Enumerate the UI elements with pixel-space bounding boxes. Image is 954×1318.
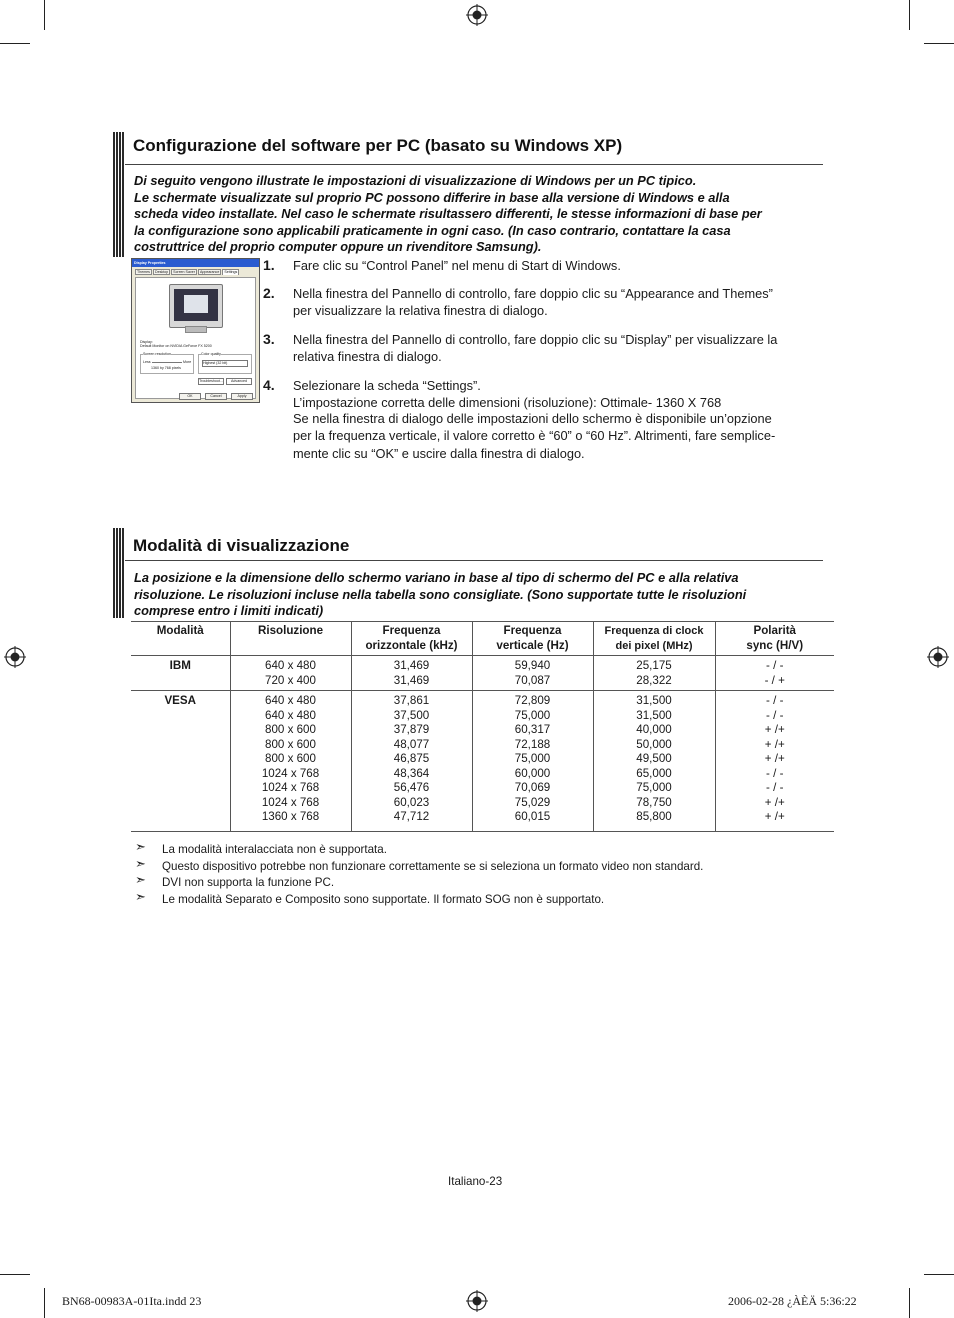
file-slug: BN68-00983A-01Ita.indd 23 bbox=[62, 1294, 202, 1308]
cell-value: 60,015 bbox=[514, 810, 551, 823]
cell-value: - / - bbox=[766, 659, 784, 672]
ok-button[interactable]: OK bbox=[179, 393, 201, 400]
crop-mark bbox=[924, 1274, 954, 1275]
cell-value: 48,077 bbox=[393, 737, 430, 751]
crop-mark bbox=[924, 43, 954, 44]
cell-value: + /+ bbox=[764, 810, 785, 823]
resolution-group bbox=[140, 354, 194, 374]
table-row bbox=[131, 691, 834, 832]
dialog-tab: Screen Saver bbox=[173, 270, 195, 274]
arrow-icon: ➣ bbox=[135, 889, 146, 905]
cell-value: 800 x 600 bbox=[265, 752, 316, 765]
less-label: Less bbox=[143, 360, 151, 364]
cell-value: 70,087 bbox=[514, 673, 551, 687]
section-rule bbox=[125, 560, 823, 561]
cell-value: 50,000 bbox=[636, 737, 672, 751]
more-label: More bbox=[183, 360, 192, 364]
advanced-button[interactable]: Advanced bbox=[226, 378, 252, 385]
intro-line: La posizione e la dimensione dello schermo variano in base al tipo di schermo del PC e alla relativa bbox=[134, 570, 739, 585]
monitor-stand bbox=[185, 326, 207, 333]
cell-value: + /+ bbox=[764, 752, 785, 765]
cell-value: 1024 x 768 bbox=[261, 795, 320, 809]
note-item: ➣ La modalità interalacciata non è supportata. bbox=[135, 839, 387, 856]
step-line: Selezionare la scheda “Settings”. bbox=[293, 378, 481, 393]
vfreq-cell bbox=[472, 691, 593, 832]
step-line: Se nella finestra di dialogo delle impostazioni dello schermo è disponibile un’opzione bbox=[293, 411, 772, 426]
cell-value: 800 x 600 bbox=[265, 737, 316, 751]
dialog-tab: Appearance bbox=[199, 270, 220, 274]
step-line: Nella finestra del Pannello di controllo, fare doppio clic su “Appearance and Themes” bbox=[293, 286, 773, 301]
step-number: 1. bbox=[263, 257, 275, 273]
step-line: relativa finestra di dialogo. bbox=[293, 348, 442, 364]
dialog-title: Display Properties bbox=[132, 259, 259, 267]
dialog-tabs bbox=[132, 267, 259, 275]
mode-cell: VESA bbox=[164, 694, 197, 707]
step-number: 2. bbox=[263, 285, 275, 301]
cell-value: 31,500 bbox=[636, 708, 672, 722]
cell-value: 65,000 bbox=[636, 766, 672, 780]
cell-value: - / - bbox=[766, 708, 784, 722]
cell-value: 640 x 480 bbox=[265, 659, 316, 672]
section-rule bbox=[125, 164, 823, 165]
mode-cell: IBM bbox=[169, 659, 191, 672]
quality-group bbox=[198, 354, 252, 374]
resolution-cell bbox=[230, 691, 351, 832]
step-line: L’impostazione corretta delle dimensioni (risoluzione): Ottimale- 1360 X 768 bbox=[293, 394, 722, 410]
cell-value: 28,322 bbox=[636, 673, 672, 687]
dialog-tab: Desktop bbox=[154, 270, 169, 274]
cell-value: 640 x 480 bbox=[265, 694, 316, 707]
section-title: Modalità di visualizzazione bbox=[133, 536, 350, 555]
clock-cell bbox=[593, 656, 715, 691]
intro-line: costruttrice del proprio computer oppure un rivenditore Samsung). bbox=[134, 239, 542, 255]
header-hfreq: Frequenza orizzontale (kHz) bbox=[351, 622, 472, 656]
cell-value: 75,000 bbox=[636, 781, 672, 794]
section-bar bbox=[113, 132, 124, 257]
cell-value: 72,188 bbox=[514, 737, 551, 751]
quality-label: Color quality bbox=[201, 352, 221, 356]
resolution-slider[interactable] bbox=[152, 362, 182, 363]
resolution-label: Screen resolution bbox=[143, 352, 171, 356]
header-risoluzione: Risoluzione bbox=[230, 622, 351, 656]
step-item bbox=[263, 332, 823, 365]
registration-mark-icon bbox=[466, 1290, 488, 1312]
step-item bbox=[263, 286, 823, 319]
intro-line: la configurazione sono applicabili praticamente in ogni caso. (In caso contrario, contattare la casa bbox=[134, 222, 731, 238]
crop-mark bbox=[909, 0, 910, 30]
crop-mark bbox=[44, 1288, 45, 1318]
cell-value: 72,809 bbox=[514, 694, 551, 707]
table-row bbox=[131, 656, 834, 691]
table-header-row bbox=[131, 622, 834, 656]
cell-value: - / - bbox=[766, 694, 784, 707]
troubleshoot-button[interactable]: Troubleshoot... bbox=[199, 379, 223, 383]
note-item: ➣ Questo dispositivo potrebbe non funzionare correttamente se si seleziona un formato video non standard. bbox=[135, 855, 704, 873]
note-item: ➣ DVI non supporta la funzione PC. bbox=[135, 872, 335, 890]
cell-value: 60,317 bbox=[514, 723, 551, 736]
cell-value: 800 x 600 bbox=[265, 723, 316, 736]
cell-value: 720 x 400 bbox=[265, 673, 316, 687]
cell-value: 78,750 bbox=[636, 795, 672, 809]
arrow-icon: ➣ bbox=[135, 839, 146, 854]
cell-value: 37,861 bbox=[393, 694, 430, 707]
crop-mark bbox=[909, 1288, 910, 1318]
cell-value: 75,000 bbox=[514, 752, 551, 765]
cell-value: 31,469 bbox=[393, 673, 430, 687]
vfreq-cell bbox=[472, 656, 593, 691]
cell-value: - / + bbox=[764, 673, 785, 687]
arrow-icon: ➣ bbox=[135, 872, 146, 888]
cell-value: 75,000 bbox=[514, 708, 551, 722]
step-line: Nella finestra del Pannello di controllo, fare doppio clic su “Display” per visualizzare la bbox=[293, 332, 778, 347]
section-bar bbox=[113, 528, 124, 618]
cell-value: 75,029 bbox=[514, 795, 551, 809]
cell-value: 49,500 bbox=[636, 752, 672, 765]
cell-value: + /+ bbox=[764, 723, 785, 736]
header-polarity: Polarità sync (H/V) bbox=[715, 622, 834, 656]
cell-value: 640 x 480 bbox=[265, 708, 316, 722]
page-number: Italiano-23 bbox=[448, 1175, 503, 1188]
notes-list bbox=[135, 839, 704, 909]
cell-value: 31,500 bbox=[636, 694, 672, 707]
intro-line: scheda video installate. Nel caso le schermate risultassero differenti, le stesse informazioni di base per bbox=[134, 206, 762, 222]
display-value: Default Monitor on NVIDIA GeForce FX 5200 bbox=[140, 344, 212, 348]
cell-value: + /+ bbox=[764, 795, 785, 809]
intro-line: comprese entro i limiti indicati) bbox=[134, 603, 324, 619]
cell-value: 31,469 bbox=[393, 659, 430, 672]
step-line: per visualizzare la relativa finestra di dialogo. bbox=[293, 302, 548, 318]
arrow-icon: ➣ bbox=[135, 855, 146, 871]
cell-value: 40,000 bbox=[636, 723, 672, 736]
step-number: 3. bbox=[263, 331, 275, 347]
cell-value: 85,800 bbox=[636, 810, 672, 823]
cell-value: 70,069 bbox=[514, 781, 551, 794]
cell-value: 25,175 bbox=[636, 659, 672, 672]
registration-mark-icon bbox=[4, 646, 26, 668]
intro-line: Le schermate visualizzate sul proprio PC possono differire in base alla versione di Windows e alla bbox=[134, 189, 730, 205]
resolution-value: 1360 by 768 pixels bbox=[151, 366, 181, 370]
crop-mark bbox=[0, 43, 30, 44]
apply-button[interactable]: Apply bbox=[231, 393, 253, 400]
crop-mark bbox=[44, 0, 45, 30]
crop-mark bbox=[0, 1274, 30, 1275]
section-intro bbox=[134, 570, 824, 620]
cell-value: 37,879 bbox=[393, 723, 430, 736]
cell-value: - / - bbox=[766, 781, 784, 794]
polarity-cell bbox=[715, 691, 834, 832]
cell-value: 46,875 bbox=[393, 752, 430, 765]
intro-line: Di seguito vengono illustrate le impostazioni di visualizzazione di Windows per un PC tipico. bbox=[134, 173, 697, 188]
cell-value: 1024 x 768 bbox=[261, 781, 320, 794]
date-slug: 2006-02-28 ¿ÀÈÄ 5:36:22 bbox=[728, 1294, 857, 1308]
quality-select[interactable]: Highest (32 bit) bbox=[202, 360, 248, 367]
intro-line: risoluzione. Le risoluzioni incluse nella tabella sono consigliate. (Sono supportate tutte le risoluzioni bbox=[134, 586, 747, 602]
cell-value: 1024 x 768 bbox=[261, 766, 320, 780]
dialog-panel bbox=[135, 277, 256, 399]
step-line: per la frequenza verticale, il valore corretto è “60” o “60 Hz”. Altrimenti, fare semplice- bbox=[293, 427, 776, 443]
dialog-tab: Themes bbox=[137, 270, 150, 274]
section-intro bbox=[134, 173, 824, 256]
registration-mark-icon bbox=[927, 646, 949, 668]
cell-value: 60,000 bbox=[514, 766, 551, 780]
step-line: mente clic su “OK” e uscire dalla finestra di dialogo. bbox=[293, 446, 585, 461]
cell-value: 60,023 bbox=[393, 795, 430, 809]
step-item bbox=[263, 378, 823, 463]
cell-value: 1360 x 768 bbox=[261, 810, 320, 823]
dialog-tab-settings: Settings bbox=[224, 270, 238, 274]
header-clock: Frequenza di clock dei pixel (MHz) bbox=[593, 622, 715, 656]
step-item bbox=[263, 258, 823, 275]
hfreq-cell bbox=[351, 691, 472, 832]
cell-value: 56,476 bbox=[393, 781, 430, 794]
display-modes-table bbox=[131, 621, 834, 832]
cell-value: 47,712 bbox=[393, 810, 430, 823]
header-modalita: Modalità bbox=[156, 624, 204, 637]
step-number: 4. bbox=[263, 377, 275, 393]
display-label: Display: bbox=[140, 340, 153, 344]
cancel-button[interactable]: Cancel bbox=[205, 393, 227, 400]
step-line: Fare clic su “Control Panel” nel menu di Start di Windows. bbox=[293, 258, 621, 273]
clock-cell bbox=[593, 691, 715, 832]
cell-value: + /+ bbox=[764, 737, 785, 751]
cell-value: - / - bbox=[766, 766, 784, 780]
polarity-cell bbox=[715, 656, 834, 691]
note-item: ➣ Le modalità Separato e Composito sono supportate. Il formato SOG non è supportato. bbox=[135, 889, 605, 907]
section-title: Configurazione del software per PC (basato su Windows XP) bbox=[133, 136, 623, 155]
cell-value: 59,940 bbox=[514, 659, 551, 672]
cell-value: 37,500 bbox=[393, 708, 430, 722]
header-vfreq: Frequenza verticale (Hz) bbox=[472, 622, 593, 656]
display-properties-dialog-image bbox=[131, 258, 260, 403]
resolution-cell bbox=[230, 656, 351, 691]
hfreq-cell bbox=[351, 656, 472, 691]
monitor-icon bbox=[169, 284, 223, 328]
registration-mark-icon bbox=[466, 4, 488, 26]
cell-value: 48,364 bbox=[393, 766, 430, 780]
